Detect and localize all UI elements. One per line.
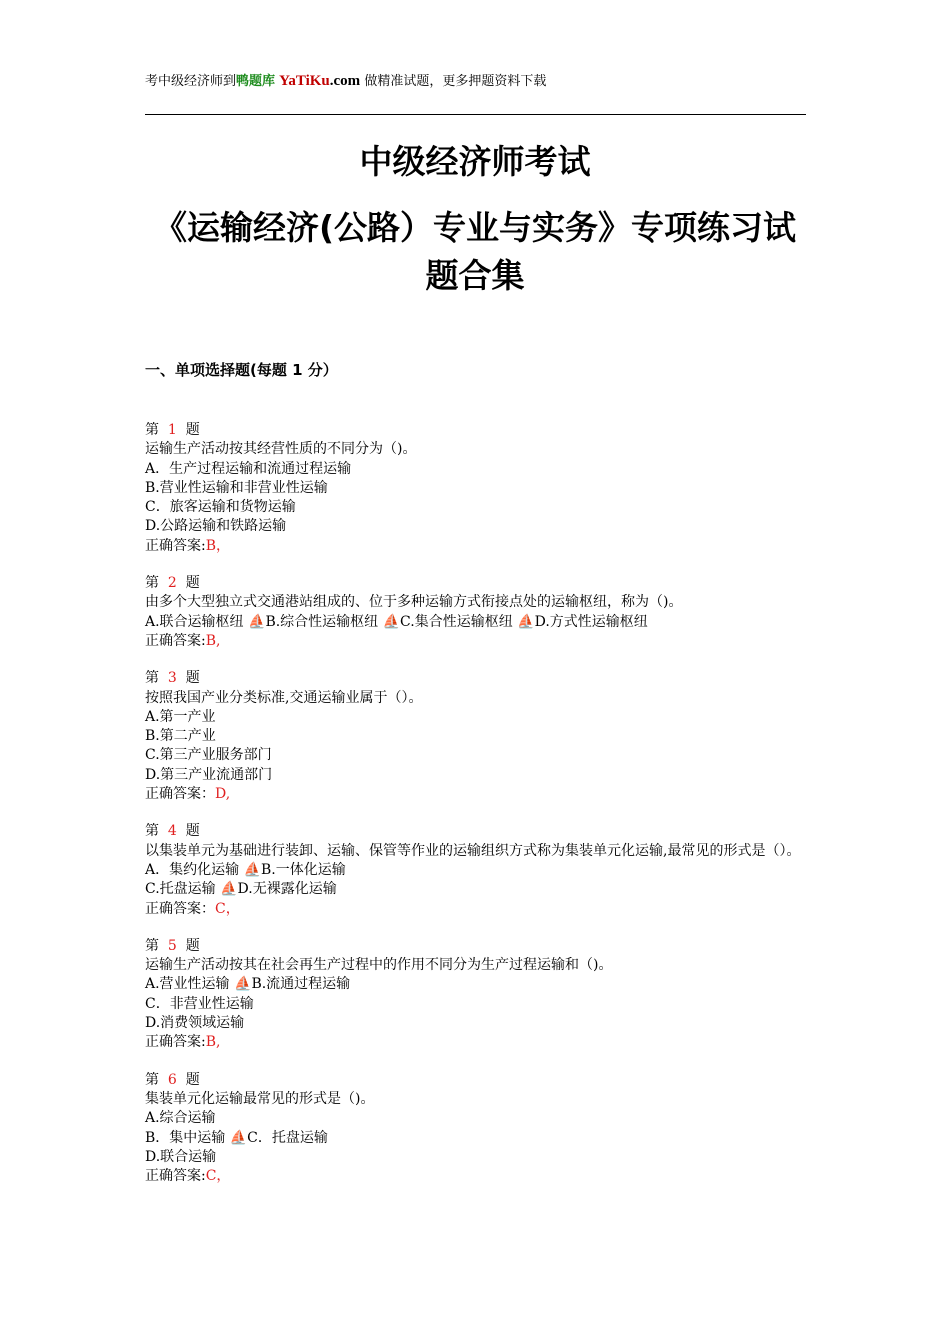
answer-label: 正确答案:: [145, 632, 206, 649]
option-line: A.联合运输枢纽 ⛵B.综合性运输枢纽 ⛵C.集合性运输枢纽 ⛵D.方式性运输枢纽: [145, 613, 648, 630]
answer-value: B,: [205, 1034, 221, 1051]
option-line: A.营业性运输 ⛵B.流通过程运输: [145, 976, 351, 993]
answer-line: [145, 785, 810, 804]
answer-value: C，: [205, 1168, 231, 1185]
header-divider: [145, 114, 806, 115]
question-number: 6: [167, 1071, 177, 1088]
question-number: 1: [167, 422, 177, 438]
question-item: [145, 574, 810, 651]
answer-value: C，: [215, 900, 240, 917]
question-item: [145, 937, 810, 1053]
option-line: A.综合运输: [145, 1110, 216, 1127]
option-line: A．集约化运输 ⛵B.一体化运输: [145, 861, 346, 878]
option-line: C．非营业性运输: [145, 995, 254, 1012]
answer-label: 正确答案：: [145, 786, 215, 803]
section-heading: 一、单项选择题(每题 1 分）: [145, 361, 338, 379]
answer-label: 正确答案:: [145, 1168, 206, 1185]
question-number-line: [145, 669, 810, 688]
option-line: A．生产过程运输和流通过程运输: [145, 460, 352, 477]
brand-name: 鸭题库: [236, 74, 276, 89]
question-list: [145, 421, 810, 1204]
option-line: B．集中运输 ⛵C．托盘运输: [145, 1129, 328, 1146]
option-line: D.公路运输和铁路运输: [145, 518, 287, 535]
question-suffix: 题: [185, 422, 200, 438]
question-number: 2: [167, 575, 177, 592]
question-prefix: 第: [145, 1071, 159, 1088]
answer-value: B,: [205, 632, 221, 649]
question-number: 3: [167, 670, 177, 687]
answer-label: 正确答案:: [145, 537, 206, 554]
document-subtitle: 《运输经济(公路）专业与实务》专项练习试题合集: [153, 208, 797, 295]
question-number: 4: [167, 823, 177, 840]
question-item: [145, 1071, 810, 1187]
answer-line: [145, 900, 810, 919]
question-stem: 以集装单元为基础进行装卸、运输、保管等作业的运输组织方式称为集装单元化运输,最常见的形式是（）。: [145, 842, 801, 859]
question-prefix: 第: [145, 575, 159, 592]
answer-line: [145, 632, 810, 651]
question-stem: 运输生产活动按其经营性质的不同分为（)。: [145, 441, 417, 458]
question-prefix: 第: [145, 670, 159, 687]
option-line: B.营业性运输和非营业性运输: [145, 479, 328, 496]
question-stem: 集装单元化运输最常见的形式是（)。: [145, 1090, 375, 1107]
question-stem: 由多个大型独立式交通港站组成的、位于多种运输方式衔接点处的运输枢纽，称为（)。: [145, 594, 683, 611]
question-number-line: [145, 937, 810, 956]
answer-line: [145, 1167, 810, 1186]
question-item: [145, 822, 810, 918]
question-prefix: 第: [145, 823, 159, 840]
answer-value: D,: [215, 786, 231, 803]
document-title: 中级经济师考试: [359, 142, 591, 181]
question-item: [145, 421, 810, 556]
answer-label: 正确答案:: [145, 1034, 206, 1051]
question-item: [145, 669, 810, 804]
question-number-line: [145, 1071, 810, 1090]
option-line: A.第一产业: [145, 708, 216, 725]
question-stem: 按照我国产业分类标准,交通运输业属于（）。: [145, 689, 423, 706]
question-prefix: 第: [145, 937, 159, 954]
question-number-line: [145, 574, 810, 593]
question-stem: 运输生产活动按其在社会再生产过程中的作用不同分为生产过程运输和（)。: [145, 957, 613, 974]
question-prefix: 第: [145, 422, 159, 438]
question-number: 5: [167, 937, 177, 954]
question-suffix: 题: [185, 1071, 200, 1088]
page-header: [145, 72, 805, 91]
answer-line: [145, 537, 810, 556]
question-number-line: [145, 421, 810, 440]
header-suffix: 做精准试题，更多押题资料下载: [364, 74, 547, 89]
question-number-line: [145, 822, 810, 841]
option-line: D.消费领域运输: [145, 1015, 245, 1032]
question-suffix: 题: [185, 823, 200, 840]
answer-value: B，: [205, 537, 231, 554]
brand-domain: .com: [329, 73, 361, 89]
option-line: D.联合运输: [145, 1148, 217, 1165]
header-prefix: 考中级经济师到: [145, 74, 237, 89]
option-line: B.第二产业: [145, 728, 216, 745]
question-suffix: 题: [185, 670, 200, 687]
answer-line: [145, 1033, 810, 1052]
option-line: C．旅客运输和货物运输: [145, 499, 296, 516]
brand-name-en: YaTiKu: [279, 73, 330, 89]
question-suffix: 题: [185, 575, 200, 592]
option-line: D.第三产业流通部门: [145, 766, 273, 783]
option-line: C.第三产业服务部门: [145, 747, 272, 764]
option-line: C.托盘运输 ⛵D.无裸露化运输: [145, 881, 337, 898]
answer-label: 正确答案：: [145, 900, 215, 917]
question-suffix: 题: [185, 937, 200, 954]
